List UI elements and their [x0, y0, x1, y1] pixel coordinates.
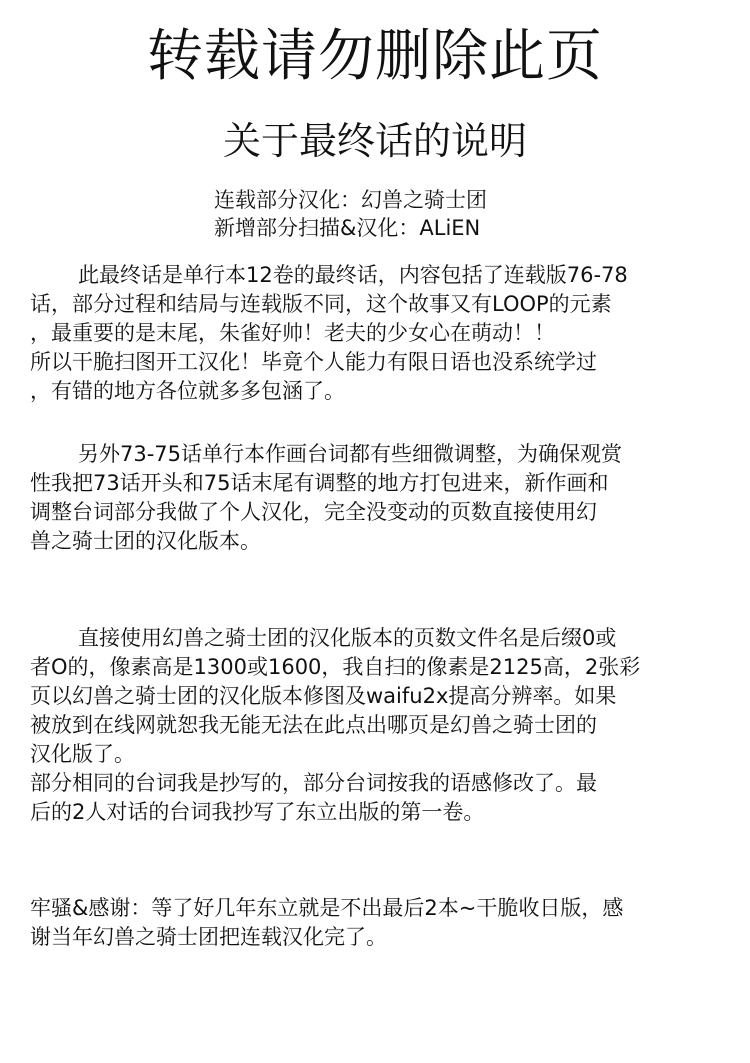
paragraph-line: 部分相同的台词我是抄写的，部分台词按我的语感修改了。最	[30, 771, 597, 795]
paragraph-thanks	[30, 894, 730, 952]
paragraph-line: 后的2人对话的台词我抄写了东立出版的第一卷。	[30, 800, 485, 824]
paragraph-line: 所以干脆扫图开工汉化！毕竟个人能力有限日语也没系统学过	[30, 350, 597, 374]
paragraph-adjustments	[30, 440, 730, 556]
paragraph-line: 谢当年幻兽之骑士团把连载汉化完了。	[30, 925, 387, 949]
paragraph-file-notes	[30, 624, 730, 827]
paragraph-line: 此最终话是单行本12卷的最终话，内容包括了连载版76-78	[78, 263, 628, 287]
paragraph-line: 者O的，像素高是1300或1600，我自扫的像素是2125高，2张彩	[30, 655, 641, 679]
paragraph-line: 性我把73话开头和75话末尾有调整的地方打包进来，新作画和	[30, 471, 609, 495]
paragraph-line: 另外73-75话单行本作画台词都有些细微调整，为确保观赏	[78, 442, 623, 466]
paragraph-line: 兽之骑士团的汉化版本。	[30, 529, 261, 553]
page-subtitle: 关于最终话的说明	[222, 119, 527, 163]
paragraph-line: 页以幻兽之骑士团的汉化版本修图及waifu2x提高分辨率。如果	[30, 684, 617, 708]
paragraph-line: 调整台词部分我做了个人汉化，完全没变动的页数直接使用幻	[30, 500, 597, 524]
paragraph-line: 汉化版了。	[30, 742, 135, 766]
paragraph-line: 话，部分过程和结局与连载版不同，这个故事又有LOOP的元素	[30, 292, 612, 316]
paragraph-line: ，有错的地方各位就多多包涵了。	[30, 379, 345, 403]
credit-new-scan-translation: 新增部分扫描&汉化：ALiEN	[214, 216, 481, 240]
paragraph-final-chapter-intro	[30, 261, 730, 406]
paragraph-line: ，最重要的是末尾，朱雀好帅！老夫的少女心在萌动！！	[30, 321, 555, 345]
paragraph-line: 直接使用幻兽之骑士团的汉化版本的页数文件名是后缀0或	[78, 626, 617, 650]
paragraph-line: 牢骚&感谢：等了好几年东立就是不出最后2本~干脆收日版，感	[30, 896, 624, 920]
paragraph-line: 被放到在线网就恕我无能无法在此点出哪页是幻兽之骑士团的	[30, 713, 597, 737]
credit-serial-translation: 连载部分汉化：幻兽之骑士团	[214, 188, 487, 212]
page-title: 转载请勿删除此页	[147, 24, 603, 89]
credits-block	[214, 186, 487, 242]
